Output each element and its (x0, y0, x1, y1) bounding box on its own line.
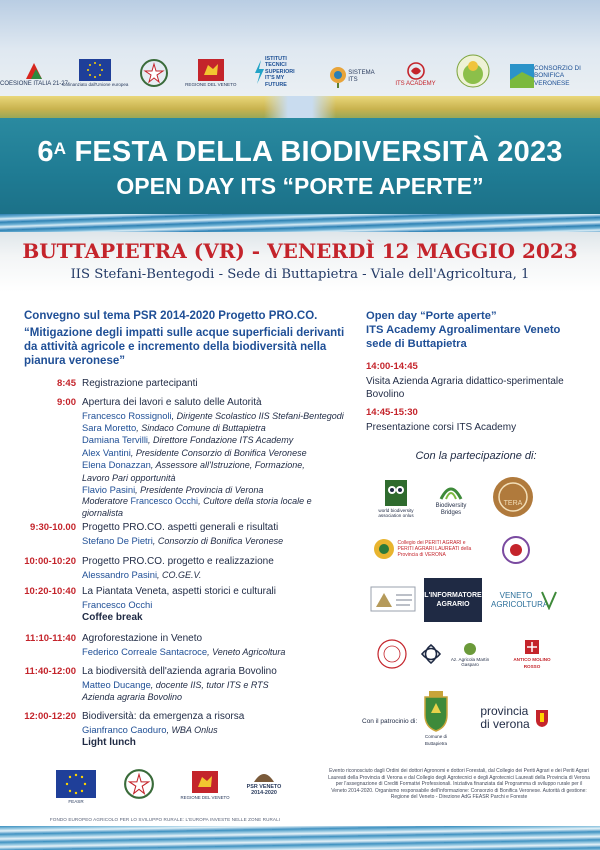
speaker-name: Federico Correale Santacroce (82, 645, 208, 657)
veneto-agricoltura-icon (541, 590, 557, 610)
open-day-heading-line3: sede di Buttapietra (366, 338, 467, 350)
open-day-heading-line1: Open day “Porte aperte” (366, 310, 497, 322)
wba-label: world biodiversity association onlus (378, 508, 414, 518)
program-title: Biodiversità: da emergenza a risorsa (82, 711, 245, 722)
partner-logo-veneto-agricoltura (488, 586, 560, 614)
moderator-role: , Cultore della storia locale e giornalista (82, 496, 312, 518)
coesione-icon (22, 59, 46, 81)
provincia-crest-icon (534, 708, 550, 728)
program-time: 11:40-12:00 (24, 666, 76, 677)
footer-water-strip (0, 826, 600, 850)
program-time: 9:00 (56, 397, 76, 408)
speaker-role: , CO.GE.V. (157, 569, 202, 580)
coesione-label: COESIONE ITALIA 21-27 (0, 81, 68, 87)
molino-rosso-label: ANTICO MOLINO ROSSO (513, 657, 551, 669)
feasr-logo (54, 770, 98, 805)
partner-logo-circle (496, 532, 536, 568)
light-lunch: Light lunch (82, 736, 136, 748)
speaker-name: Damiana Tervilli (82, 434, 148, 446)
moderator-prefix: Moderatore (82, 496, 131, 507)
consorzio-logo (508, 64, 586, 88)
az-agricola-icon (459, 641, 481, 657)
partner-circle-icon (501, 535, 531, 565)
partner-logo-az-agricola (448, 636, 492, 672)
session-time: 14:00-14:45 (366, 361, 418, 372)
italian-republic-emblem-icon (123, 768, 155, 800)
speaker (82, 422, 354, 434)
sistema-its-label: SISTEMA ITS (348, 70, 375, 83)
top-logo-strip (0, 40, 586, 88)
open-day-heading (366, 309, 586, 351)
program-item (24, 397, 354, 519)
speaker-name: Sara Moretto (82, 421, 137, 433)
festa-biodiversita-icon (456, 54, 490, 88)
program-time: 8:45 (56, 378, 76, 389)
program-item (24, 633, 354, 658)
partner-logo-wba (376, 472, 416, 524)
speaker-role: , Veneto Agricoltura (207, 646, 286, 657)
periti-agrari-icon (373, 538, 395, 560)
veneto-agricoltura-label: VENETO AGRICOLTURA (491, 591, 549, 609)
field-photo-strip (0, 96, 600, 120)
comune-buttapietra-logo (414, 688, 458, 750)
session-time: 14:45-15:30 (366, 407, 418, 418)
session-text: Visita Azienda Agraria didattico-sperimentale Bovolino (366, 376, 564, 400)
partner-logo-ordine-agronomi (368, 582, 418, 618)
speaker-role: , Presidente Provincia di Verona (135, 484, 264, 495)
event-venue: IIS Stefani-Bentegodi - Sede di Buttapietra - Viale dell'Agricoltura, 1 (70, 267, 530, 282)
speaker (82, 569, 354, 581)
its-academy-label: ITS ACADEMY (395, 81, 436, 87)
event-title: BUTTAPIETRA (VR) - VENERDÌ 12 MAGGIO 2023 (22, 239, 578, 263)
speaker-name: Alex Vantini (82, 446, 131, 458)
regione-veneto-label: REGIONE DEL VENETO (185, 82, 237, 87)
program-item (24, 378, 354, 391)
consorzio-label: CONSORZIO DI BONIFICA VERONESE (534, 64, 581, 87)
program-item (24, 666, 354, 703)
speaker-role: , Presidente Consorzio di Bonifica Veronese (130, 447, 307, 458)
provincia-line1: provincia (480, 704, 529, 718)
speaker-role: , Dirigente Scolastico IIS Stefani-Bentegodi (171, 410, 344, 421)
comune-label: Comune di Buttapietra (424, 734, 448, 746)
consorzio-icon (510, 64, 534, 88)
footer-caption: FONDO EUROPEO AGRICOLO PER LO SVILUPPO RURALE: L'EUROPA INVESTE NELLE ZONE RURALI (49, 817, 281, 822)
program-item (24, 556, 354, 581)
open-day-session (366, 407, 586, 435)
speaker (82, 410, 354, 422)
molino-rosso-icon (523, 638, 541, 656)
eu-flag-icon (79, 59, 111, 81)
open-day-heading-line2: ITS Academy Agroalimentare Veneto (366, 324, 561, 336)
its-academy-logo (394, 61, 438, 88)
partner-logo-round-seal (372, 636, 412, 672)
psr-veneto-logo (244, 766, 284, 796)
eu-cofinanziato-logo (62, 59, 129, 88)
veneto-lion-icon (198, 59, 224, 81)
sistema-its-icon (328, 66, 348, 88)
knot-icon (418, 641, 444, 667)
speaker-role: , docente IIS, tutor ITS e RTS Azienda agraria Bovolino (82, 679, 269, 702)
speaker-name: Francesco Occhi (82, 598, 153, 610)
speaker-name: Flavio Pasini (82, 483, 136, 495)
festa-title-ordinal: A (53, 139, 67, 158)
speaker (82, 679, 282, 704)
psr-veneto-label: PSR VENETO 2014-2020 (246, 784, 282, 796)
program-title: Registrazione partecipanti (82, 378, 198, 389)
coffee-break: Coffee break (82, 611, 143, 623)
program-time: 11:10-11:40 (25, 633, 76, 644)
program-title: La Piantata Veneta, aspetti storici e culturali (82, 586, 277, 597)
program-time: 10:20-10:40 (24, 586, 76, 597)
open-day-title: OPEN DAY ITS “PORTE APERTE” (116, 173, 484, 199)
psr-veneto-icon (252, 766, 276, 784)
moderator-name: Francesco Occhi (130, 496, 199, 507)
provincia-text (480, 705, 529, 731)
periti-agrari-label: Collegio dei PERITI AGRARI e PERITI AGRARI LAUREATI della Provincia di VERONA (397, 540, 472, 558)
speaker-role: , WBA Onlus (166, 724, 218, 735)
festa-title (0, 132, 600, 169)
convegno-title: Convegno sul tema PSR 2014-2020 Progetto PRO.CO. (24, 310, 318, 322)
program-item (24, 522, 354, 547)
program-title: Progetto PRO.CO. aspetti generali e risultati (82, 522, 279, 533)
italian-republic-logo (137, 58, 171, 88)
speaker-name: Elena Donazzan (82, 459, 151, 471)
tera-icon (492, 476, 534, 518)
footer-regione-veneto-logo (180, 770, 230, 801)
biodiversity-bridges-label: Biodiversity Bridges (435, 503, 467, 516)
speaker-role: , Sindaco Comune di Buttapietra (136, 422, 266, 433)
convegno-section (24, 309, 354, 368)
informatore-agrario-label: L'INFORMATORE AGRARIO (424, 592, 482, 608)
program-title: Progetto PRO.CO. progetto e realizzazione (82, 556, 274, 567)
partner-logo-biodiversity-bridges (426, 472, 476, 522)
water-photo-strip (0, 214, 600, 234)
partner-logo-periti-agrari (372, 532, 476, 566)
footer-note: Evento riconosciuto dagli Ordini dei dottori Agronomi e dottori Forestali, dal Collegio dei Periti Agrari e dei Periti Agrari Laureati della Provincia di Verona e dal Collegio degli Agrotecnici e degli Agrotecnici Laureati della Provincia di Verona per l'assegnazione di Crediti Formativi Professionali. Iniziativa finanziata dal Programma di sviluppo rurale per il Veneto 2014-2020. Organismo responsabile dell'informazione: Consorzio di Bonifica Veronese. Autorità di gestione: Regione del Veneto - Direzione AdG FEASR Parchi e Foreste (328, 768, 590, 801)
speaker-name: Francesco Rossignoli (82, 409, 172, 421)
partner-logo-informatore-agrario (424, 578, 482, 622)
speaker-role: , Assessore all'Istruzione, Formazione, Lavoro Pari opportunità (82, 460, 305, 483)
program-title: La biodiversità dell'azienda agraria Bovolino (82, 666, 277, 677)
speaker-name: Matteo Ducange (82, 678, 151, 690)
veneto-lion-icon (192, 770, 218, 794)
program-item (24, 586, 354, 624)
program-item (24, 711, 354, 749)
footer-regione-veneto-label: REGIONE DEL VENETO (180, 795, 230, 800)
moderator (82, 496, 354, 519)
program-time: 10:00-10:20 (24, 556, 76, 567)
its-icon (253, 59, 265, 85)
its-logo (251, 56, 305, 88)
speaker (82, 459, 312, 484)
ordine-agronomi-icon (370, 585, 416, 615)
az-agricola-label: Az. Agricola Martin Gasparo (450, 656, 490, 667)
program-title: Agroforestazione in Veneto (82, 633, 203, 644)
program-time: 9:30-10.00 (30, 522, 76, 533)
feasr-label: FEASR (68, 799, 84, 804)
festa-title-number: 6 (37, 136, 54, 168)
speaker (82, 724, 354, 736)
patronage-label: Con il patrocinio di: (362, 718, 418, 725)
partners-heading: Con la partecipazione di: (415, 450, 537, 462)
eu-flag-icon (56, 770, 96, 798)
provincia-verona-logo (470, 698, 560, 738)
footer-republic-logo (122, 768, 156, 800)
program-time: 12:00-12:20 (24, 711, 76, 722)
speaker-name: Gianfranco Caoduro (82, 723, 167, 735)
speaker (82, 434, 354, 446)
festa-title-text: FESTA DELLA BIODIVERSITÀ 2023 (66, 136, 563, 168)
its-academy-icon (405, 61, 427, 81)
speaker-role: , Direttore Fondazione ITS Academy (148, 435, 294, 446)
tera-text: TERA (503, 500, 523, 507)
italian-republic-emblem-icon (139, 58, 169, 88)
wba-owl-icon (383, 478, 409, 508)
speaker-name: Alessandro Pasini (82, 568, 158, 580)
sistema-its-logo (320, 66, 378, 88)
partner-logo-tera (486, 472, 540, 522)
open-day-session (366, 361, 586, 401)
speaker (82, 599, 354, 611)
speaker (82, 484, 354, 496)
speaker (82, 646, 354, 658)
provincia-line2: di verona (480, 717, 530, 731)
convegno-subtitle: “Mitigazione degli impatti sulle acque superficiali derivanti da attività agricole e incremento della biodiversità nella pianura veronese” (24, 327, 345, 367)
speaker-role: , Consorzio di Bonifica Veronese (152, 535, 284, 546)
round-seal-icon (376, 638, 408, 670)
speaker (82, 447, 354, 459)
coesione-logo (0, 59, 68, 88)
program-title: Apertura dei lavori e saluto delle Autorità (82, 397, 262, 408)
partner-logo-knot (416, 636, 446, 672)
comune-crest-icon (421, 691, 451, 733)
partner-logo-molino-rosso (508, 636, 556, 672)
biodiversity-bridges-icon (437, 477, 465, 503)
speaker (82, 535, 354, 547)
speaker-name: Stefano De Pietri (82, 534, 153, 546)
festa-biodiversita-logo (453, 54, 493, 88)
open-day-section (366, 309, 586, 435)
its-label: ISTITUTI TECNICI SUPERIORI IT'S MY FUTURE (265, 55, 295, 88)
session-text: Presentazione corsi ITS Academy (366, 422, 517, 433)
regione-veneto-logo (186, 59, 236, 88)
eu-cofinanziato-label: Cofinanziato dall'Unione europea (62, 82, 129, 87)
